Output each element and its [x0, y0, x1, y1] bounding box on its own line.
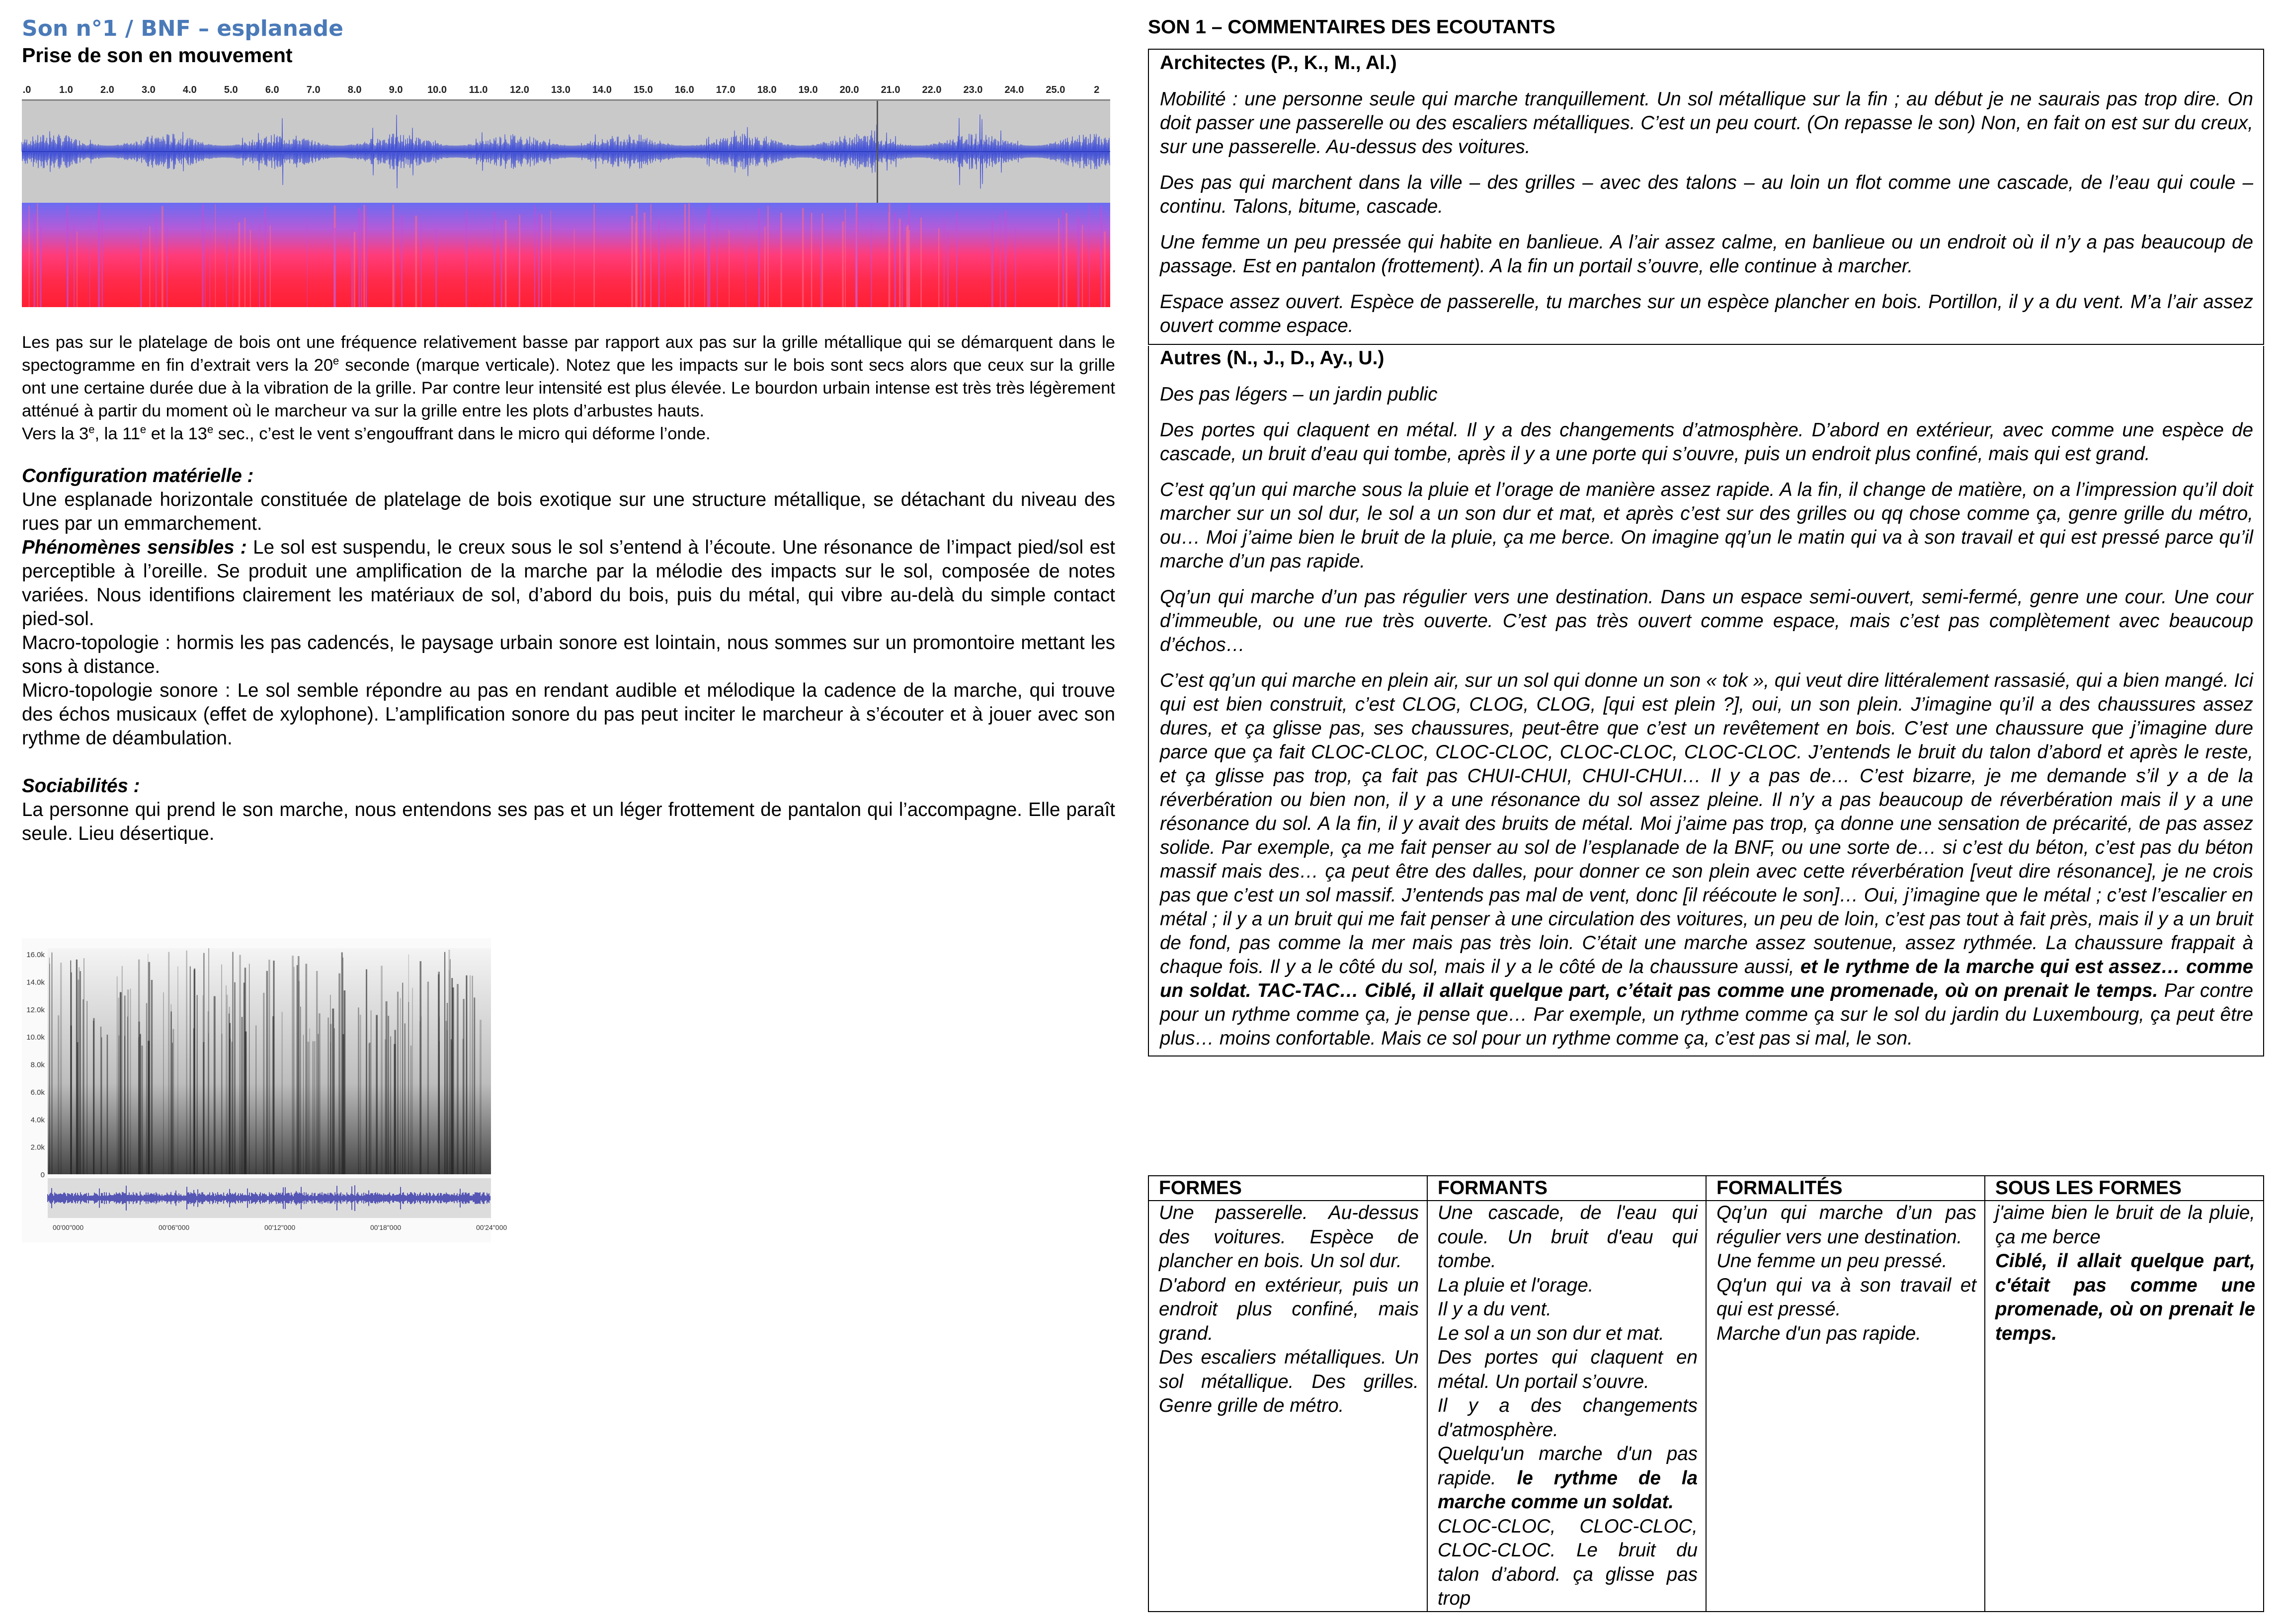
autres-quote: Des portes qui claquent en métal. Il y a des changements d’atmosphère. D’abord en extérieur, avec comme une espèce de cascade, un bruit d’eau qui tombe, après il y a une porte qui s’ouvre, puis un endroit plus confiné, mais qui est grand. — [1160, 419, 2253, 465]
ruler-tick-label: 13.0 — [551, 84, 570, 95]
ruler-tick-label: 21.0 — [881, 84, 900, 95]
spectrogram-color — [22, 203, 1110, 307]
ruler-tick-label: 25.0 — [1046, 84, 1065, 95]
ruler-tick-label: 17.0 — [716, 84, 735, 95]
ruler-tick-label: 6.0 — [265, 84, 279, 95]
ruler-tick-label: 18.0 — [757, 84, 777, 95]
arch-quote: Une femme un peu pressée qui habite en banlieue. A l’air assez calme, en banlieue ou un endroit où il n’y a pas beaucoup de passage. Est en pantalon (frottement). A la fin un portail s’ouvre, elle continue à marcher. — [1160, 232, 2253, 277]
ruler-tick-label: 2.0 — [100, 84, 114, 95]
architectes-heading: Architectes (P., K., M., Al.) — [1160, 52, 1397, 74]
position-marker — [877, 101, 878, 203]
col-header-formes: FORMES — [1148, 1176, 1427, 1201]
sociabilites-heading: Sociabilités : — [22, 775, 140, 797]
col-header-sous-les-formes: SOUS LES FORMES — [1985, 1176, 2264, 1201]
spectrogram-lines — [22, 203, 1110, 307]
macro-topologie: Macro-topologie : hormis les pas cadencés, le paysage urbain sonore est lointain, nous sommes sur un promontoire mettant les sons à distance. — [22, 632, 1115, 677]
ruler-tick-label: 7.0 — [306, 84, 321, 95]
ruler-tick-label: 14.0 — [592, 84, 612, 95]
sous-les-formes-cell: j'aime bien le bruit de la pluie, ça me berce Ciblé, il allait quelque part, c'était pas comme une promenade, où on prenait le temps. — [1985, 1201, 2264, 1612]
right-column — [1148, 15, 2264, 1056]
arch-quote: Espace assez ouvert. Espèce de passerelle, tu marches sur un espèce plancher en bois. Portillon, il y a du vent. M’a l’air assez ouvert comme espace. — [1160, 291, 2253, 336]
ruler-tick-label: 9.0 — [389, 84, 403, 95]
y-tick-label: 10.0k — [26, 1033, 45, 1042]
arch-quote: Mobilité : une personne seule qui marche tranquillement. Un sol métallique sur la fin ; au début je ne saurais pas trop dire. On doit passer une passerelle ou des escaliers métalliques. C’est un peu court. (On repasse le son) Non, en fait on est sur du creux, sur une passerelle. Au-dessus des voitures. — [1160, 88, 2253, 158]
formes-table — [1148, 1175, 2264, 1612]
page-subtitle: Prise de son en mouvement — [22, 44, 293, 67]
waveform-trace — [22, 101, 1110, 203]
col-header-formalites: FORMALITÉS — [1706, 1176, 1985, 1201]
y-tick-label: 0 — [40, 1171, 45, 1179]
wind-note: Vers la 3e, la 11e et la 13e sec., c’est le vent s’engouffrant dans le micro qui déforme l’onde. — [22, 423, 711, 443]
ruler-tick-label: 4.0 — [182, 84, 197, 95]
grayscale-spectrogram — [22, 938, 507, 1242]
y-tick-label: 2.0k — [30, 1143, 45, 1152]
ruler-tick-label: 15.0 — [633, 84, 653, 95]
ruler-tick-label: .0 — [22, 84, 31, 95]
ruler-tick-label: 19.0 — [798, 84, 818, 95]
grayscale-spectrogram-graphic — [22, 938, 507, 1242]
ruler-tick-label: 2 — [1094, 84, 1100, 95]
x-tick-label: 00'00"000 — [53, 1223, 84, 1231]
x-tick-label: 00'06"000 — [159, 1223, 190, 1231]
y-tick-label: 14.0k — [26, 978, 45, 987]
ruler-tick-label: 20.0 — [839, 84, 859, 95]
phenomenes-heading: Phénomènes sensibles : — [22, 537, 247, 558]
arch-quote: Des pas qui marchent dans la ville – des grilles – avec des talons – au loin un flot comme une cascade, de l’eau qui coule – continu. Talons, bitume, cascade. — [1160, 172, 2253, 217]
phenomenes-paragraph: Phénomènes sensibles : Le sol est suspendu, le creux sous le sol s’entend à l’écoute. Une résonance de l’impact pied/sol est perceptible à l’oreille. Se produit une amplification de la marche par la mélodie des impacts sur le sol, composée de notes variées. Nous identifions clairement les matériaux de sol, d’abord du bois, puis du métal, qui vibre au-delà du simple contact pied-sol. — [22, 537, 1115, 630]
formalites-cell: Qq’un qui marche d’un pas régulier vers une destination. Une femme un peu pressé. Qq'un qui va à son travail et qui est pressé. Marche d'un pas rapide. — [1706, 1201, 1985, 1612]
y-tick-label: 4.0k — [30, 1116, 45, 1125]
ruler-tick-label: 8.0 — [347, 84, 362, 95]
config-heading: Configuration matérielle : — [22, 465, 254, 487]
long-quote-bold: et le rythme de la marche qui est assez… comme un soldat. TAC-TAC… Ciblé, il allait quelque part, c’était pas comme une promenade, où on prenait le temps. — [1160, 956, 2253, 1001]
ruler-tick-label: 3.0 — [141, 84, 156, 95]
autres-heading: Autres (N., J., D., Ay., U.) — [1160, 347, 1385, 369]
ruler-tick-label: 5.0 — [224, 84, 238, 95]
autres-long-quote: C’est qq’un qui marche en plein air, sur un sol qui donne un son « tok », qui veut dire littéralement rassasié, qui a bien mangé. Ici qui est bien construit, c’est CLOG, CLOG, CLOG, [qui est plein ?], oui, un son plein. J’imagine qu’il a des chaussures assez dures, et ça glisse pas, ses chaussures, peut-être que c’est un revêtement en bois. C’est une chaussure que j’imagine dure parce que ça fait CLOC-CLOC, CLOC-CLOC, CLOC-CLOC, CLOC-CLOC. J’entends le bruit du talon d’abord et après le reste, et ça glisse pas trop, ça fait pas CHUI-CHUI, CHUI-CHUI… Il y a pas de… C’est bizarre, je me demande s’il y a de la réverbération ou bien non, il y a une résonance du sol assez pleine. Il n’y a pas beaucoup de réverbération mais il y a une résonance du sol. A la fin, il y avait des bruits de métal. Moi j’aime pas trop, ça donne une sensation de précarité, de pas assez solide. Par exemple, ça me fait penser au sol de l’esplanade de la BNF, ou une sorte de… si c’est du béton, c’est pas du béton massif mais des… ça peut être des dalles, pour donner ce son plein avec cette réverbération [veut dire résonance], je ne crois pas que c’est un sol massif. J’entends pas mal de vent, donc [il réécoute le son]… Oui, j’imagine que le métal ; c’est l’escalier en métal ; il y a un bruit qui me fait penser à une circulation des voitures, un peu de loin, c’est pas tout à fait près, mais il y a un bruit de fond, pas comme la mer mais pas très loin. C’était une marche assez soutenue, assez rythmée. La chaussure frappait à chaque fois. Il y a le côté du sol, mais il y a le côté de la chaussure aussi, et le rythme de la marche qui est assez… comme un soldat. TAC-TAC… Ciblé, il allait quelque part, c’était pas comme une promenade, où on prenait le temps. Par contre pour un rythme comme ça, je pense que… Par exemple, un rythme comme ça sur le sol du jardin du Luxembourg, ça peut être plus… moins confortable. Mais ce sol pour un rythme comme ça, c’est pas si mal, le son. — [1160, 670, 2253, 1049]
waveform — [22, 100, 1110, 203]
formants-cell: Une cascade, de l'eau qui coule. Un bruit d'eau qui tombe. La pluie et l'orage. Il y a du vent. Le sol a un son dur et mat. Des portes qui claquent en métal. Un portail s’ouvre. Il y a des changements d'atmosphère. Quelqu'un marche d'un pas rapide. le rythme de la marche comme un soldat. CLOC-CLOC, CLOC-CLOC, CLOC-CLOC. Le bruit du talon d’abord. ça glisse pas trop — [1427, 1201, 1706, 1612]
autres-quote: Des pas légers – un jardin public — [1160, 384, 1438, 405]
sociabilites-text: La personne qui prend le son marche, nous entendons ses pas et un léger frottement de pantalon qui l’accompagne. Elle paraît seule. Lieu désertique. — [22, 799, 1115, 844]
architectes-box — [1148, 49, 2264, 345]
x-tick-label: 00'18"000 — [370, 1223, 402, 1231]
ruler-tick-label: 10.0 — [427, 84, 447, 95]
ruler-tick-label: 12.0 — [509, 84, 529, 95]
formes-cell: Une passerelle. Au-dessus des voitures. Espèce de plancher en bois. Un sol dur. D'abord en extérieur, puis un endroit plus confiné, mais grand. Des escaliers métalliques. Un sol métallique. Des grilles. Genre grille de métro. — [1148, 1201, 1427, 1612]
x-tick-label: 00'12"000 — [264, 1223, 296, 1231]
config-text: Une esplanade horizontale constituée de platelage de bois exotique sur une structure métallique, se détachant du niveau des rues par un emmarchement. — [22, 489, 1115, 534]
ruler-tick-label: 22.0 — [922, 84, 942, 95]
time-ruler — [22, 84, 1110, 100]
ruler-tick-label: 23.0 — [963, 84, 983, 95]
y-tick-label: 8.0k — [30, 1060, 45, 1069]
left-column — [22, 15, 1115, 846]
y-tick-label: 6.0k — [30, 1088, 45, 1097]
intro-paragraph: Les pas sur le platelage de bois ont une fréquence relativement basse par rapport aux pas sur la grille métallique qui se démarquent dans le spectogramme en fin d’extrait vers la 20e seconde (marque verticale). Notez que les impacts sur le bois sont secs alors que ceux sur la grille ont une certaine durée due à la vibration de la grille. Par contre leur intensité est plus élevée. Le bourdon urbain intense est très très légèrement atténué à partir du moment où le marcheur va sur la grille entre les plots d’arbustes hauts. — [22, 333, 1115, 420]
page-title: Son n°1 / BNF – esplanade — [22, 16, 343, 41]
col-header-formants: FORMANTS — [1427, 1176, 1706, 1201]
y-tick-label: 16.0k — [26, 951, 45, 959]
ruler-tick-label: 11.0 — [469, 84, 488, 95]
micro-topologie: Micro-topologie sonore : Le sol semble répondre au pas en rendant audible et mélodique la cadence de la marche, qui trouve des échos musicaux (effet de xylophone). L’amplification sonore du pas peut inciter le marcheur à s’écouter et à jouer avec son rythme de déambulation. — [22, 680, 1115, 749]
audio-waveform-panel — [22, 84, 1110, 307]
ruler-tick-label: 24.0 — [1004, 84, 1024, 95]
x-tick-label: 00'24"000 — [476, 1223, 507, 1231]
ruler-tick-label: 16.0 — [674, 84, 694, 95]
y-tick-label: 12.0k — [26, 1005, 45, 1014]
autres-quote: Qq’un qui marche d’un pas régulier vers une destination. Dans un espace semi-ouvert, semi-fermé, genre une cour. Une cour d’immeuble, ou une rue très ouverte. C’est pas très ouvert comme espace, mais c’est pas complètement avec beaucoup d’échos… — [1160, 586, 2253, 655]
comments-title: SON 1 – COMMENTAIRES DES ECOUTANTS — [1148, 16, 1555, 38]
ruler-tick-label: 1.0 — [59, 84, 73, 95]
autres-quote: C’est qq’un qui marche sous la pluie et l’orage de manière assez rapide. A la fin, il change de matière, on a l’impression qu’il doit marcher sur un sol dur, le sol a un son dur et mat, et après c’est sur des grilles ou qq chose comme ça, genre grille du métro, ou… Moi j’aime bien le bruit de la pluie, ça me berce. On imagine qq’un le matin qui va à son travail et qui est pressé parce qu’il marche d’un pas rapide. — [1160, 479, 2253, 572]
autres-box — [1148, 346, 2264, 1056]
